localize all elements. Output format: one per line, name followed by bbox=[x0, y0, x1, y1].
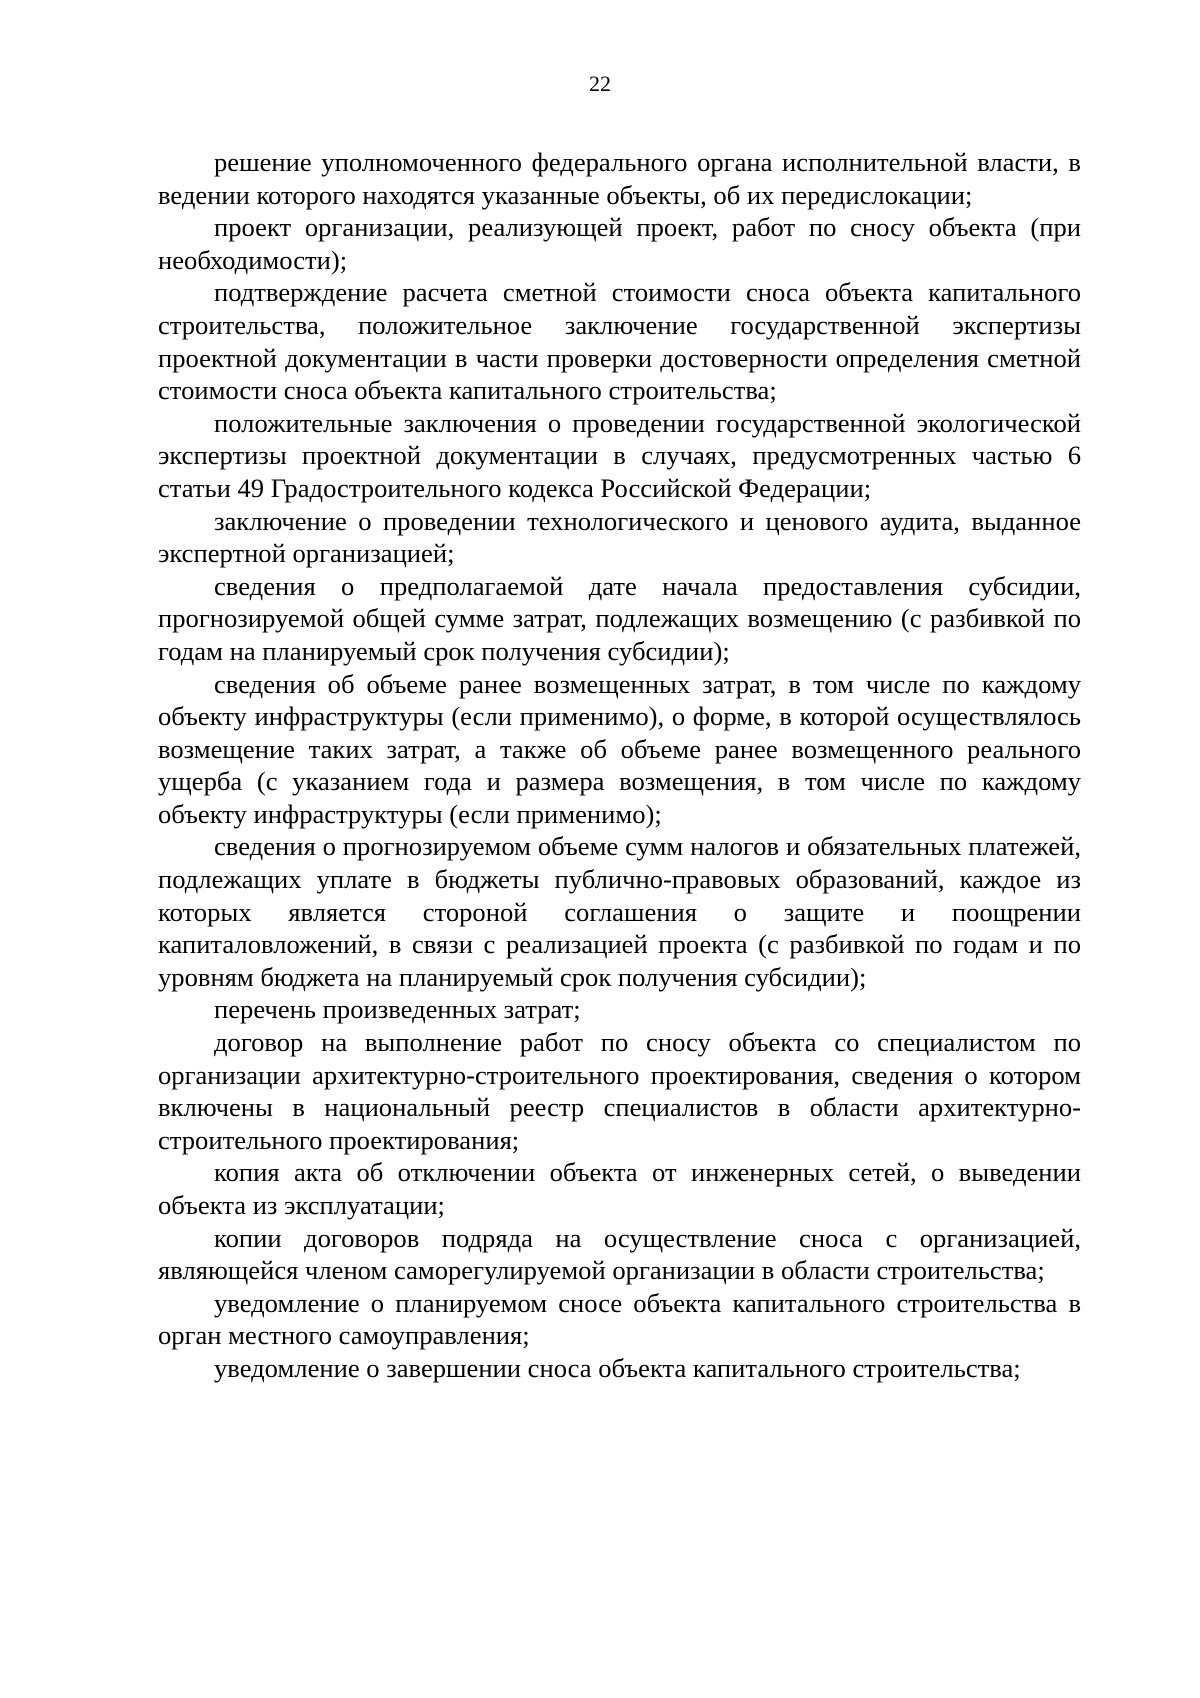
document-body bbox=[158, 146, 1081, 1385]
paragraph-subsidy-start-date: сведения о предполагаемой дате начала предоставления субсидии, прогнозируемой общей сумме затрат, подлежащих возмещению (с разбивкой по годам на планируемый срок получения субсидии); bbox=[158, 570, 1081, 666]
page-number: 22 bbox=[589, 71, 611, 96]
paragraph-demolition-project: проект организации, реализующей проект, работ по сносу объекта (при необходимости); bbox=[158, 212, 1081, 275]
paragraph-contractor-agreements: копии договоров подряда на осуществление сноса с организацией, являющейся членом саморегулируемой организации в области строительства; bbox=[158, 1222, 1081, 1286]
paragraph-costs-list: перечень произведенных затрат; bbox=[214, 994, 581, 1025]
paragraph-ecological-expertise: положительные заключения о проведении государственной экологической экспертизы проектной документации в случаях, предусмотренных частью 6 статьи 49 Градостроительного кодекса Российской Федерации; bbox=[158, 407, 1081, 503]
paragraph-completed-demolition-notice: уведомление о завершении сноса объекта капитального строительства; bbox=[214, 1352, 1021, 1383]
paragraph-forecast-taxes: сведения о прогнозируемом объеме сумм налогов и обязательных платежей, подлежащих уплате в бюджеты публично-правовых образований, каждое из которых является стороной соглашения о защите и поощрении капиталовложений, в связи с реализацией проекта (с разбивкой по годам и по уровням бюджета на планируемый срок получения субсидии); bbox=[158, 831, 1081, 992]
paragraph-cost-estimate-confirmation: подтверждение расчета сметной стоимости сноса объекта капитального строительства, положительное заключение государственной экспертизы проектной документации в части проверки достоверности определения сметной стоимости сноса объекта капитального строительства; bbox=[158, 277, 1081, 406]
paragraph-technology-price-audit: заключение о проведении технологического и ценового аудита, выданное экспертной организацией; bbox=[158, 505, 1081, 569]
paragraph-demolition-contract: договор на выполнение работ по сносу объекта со специалистом по организации архитектурно-строительного проектирования, сведения о котором включены в национальный реестр специалистов в области архитектурно-строительного проектирования; bbox=[158, 1027, 1081, 1155]
paragraph-previously-reimbursed-costs: сведения об объеме ранее возмещенных затрат, в том числе по каждому объекту инфраструктуры (если применимо), о форме, в которой осуществлялось возмещение таких затрат, а также об объеме ранее возмещенного реального ущерба (с указанием года и размера возмещения, в том числе по каждому объекту инфраструктуры (если применимо); bbox=[158, 668, 1081, 829]
paragraph-disconnection-act: копия акта об отключении объекта от инженерных сетей, о выведении объекта из эксплуатации; bbox=[158, 1157, 1081, 1220]
paragraph-planned-demolition-notice: уведомление о планируемом сносе объекта капитального строительства в орган местного самоуправления; bbox=[158, 1287, 1081, 1351]
paragraph-relocation-decision: решение уполномоченного федерального органа исполнительной власти, в ведении которого находятся указанные объекты, об их передислокации; bbox=[158, 147, 1081, 210]
